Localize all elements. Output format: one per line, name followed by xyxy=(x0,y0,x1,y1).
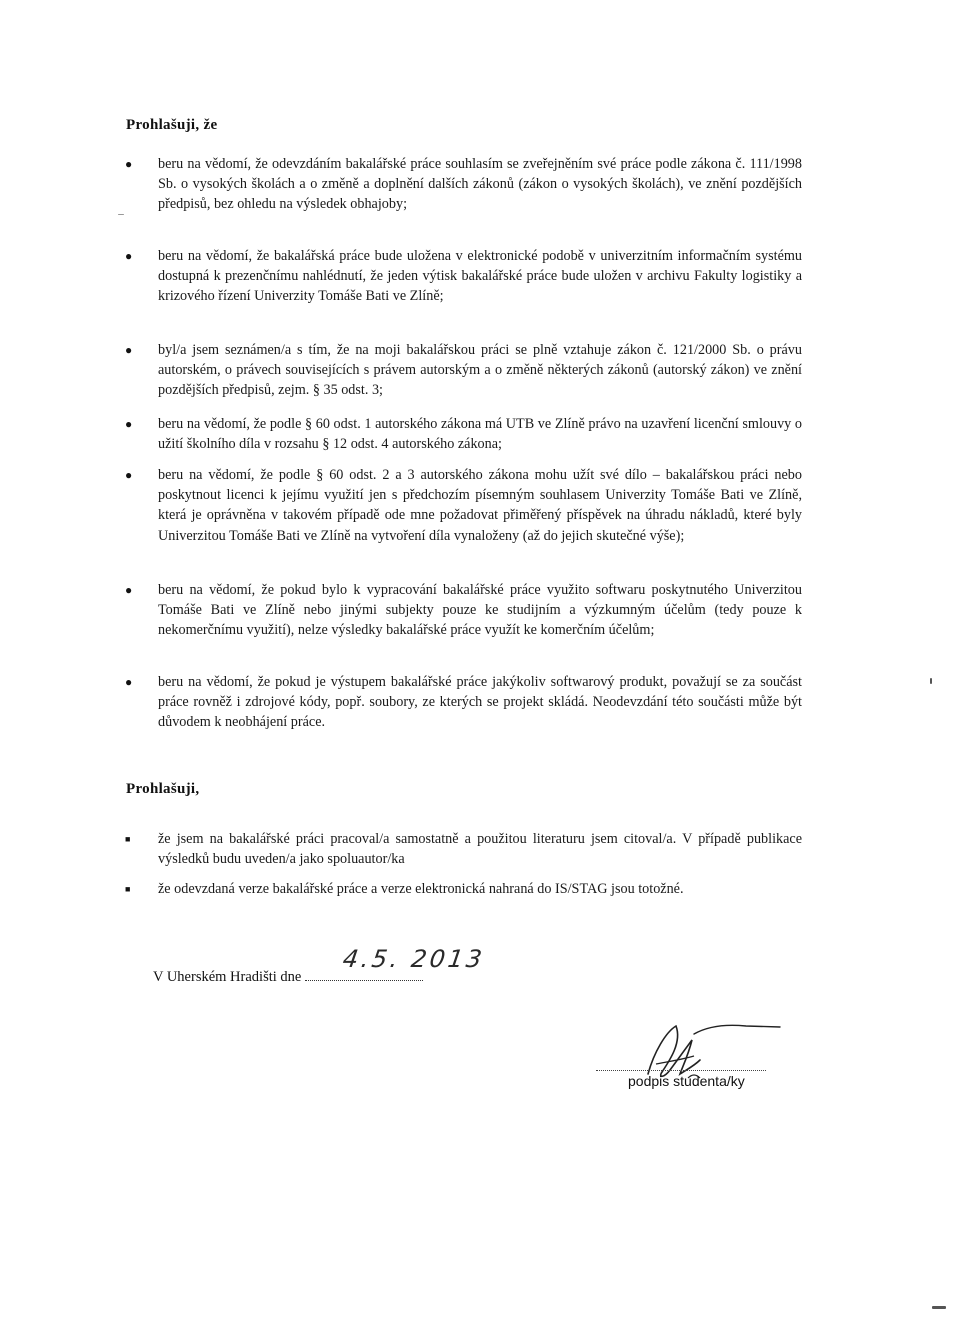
signature-image xyxy=(596,1012,796,1112)
bullet-square-icon: ■ xyxy=(125,834,131,844)
list-item: ● beru na vědomí, že pokud je výstupem bakalářské práce jakýkoliv softwarový produkt, považují se za součást práce rovněž i zdrojové kódy, popř. soubory, ze kterých se projekt skládá. Neodevzdání této součásti může být důvodem k neobhájení práce. xyxy=(125,674,802,731)
scan-speck xyxy=(930,678,932,684)
place-text: V Uherském Hradišti dne xyxy=(153,969,302,985)
bullet-dot-icon: ● xyxy=(125,468,133,482)
list-item: ● beru na vědomí, že podle § 60 odst. 1 autorského zákona má UTB ve Zlíně právo na uzavření licenční smlouvy o užití školního díla v rozsahu § 12 odst. 4 autorského zákona; xyxy=(125,416,802,453)
handwritten-date: 4.5. 2013 xyxy=(341,945,487,973)
declaration-heading-2: Prohlašuji, xyxy=(126,781,200,797)
list-item: ■ že odevzdaná verze bakalářské práce a verze elektronická nahraná do IS/STAG jsou totožné. xyxy=(125,881,684,897)
bullet-square-icon: ■ xyxy=(125,884,131,894)
list-item: ● beru na vědomí, že pokud bylo k vypracování bakalářské práce využito softwaru poskytnutého Univerzitou Tomáše Bati ve Zlíně nebo jinými subjekty pouze ke studijním a výzkumným účelům (tedy pouze k nekomerčnímu využití), nelze výsledky bakalářské práce využít ke komerčním účelům; xyxy=(125,582,802,639)
bullet-dot-icon: ● xyxy=(125,249,133,263)
declaration-heading: Prohlašuji, že xyxy=(126,117,218,133)
bullet-dot-icon: ● xyxy=(125,157,133,171)
bullet-dot-icon: ● xyxy=(125,343,133,357)
scan-speck xyxy=(118,214,124,215)
bullet-dot-icon: ● xyxy=(125,675,133,689)
signature-label: podpis studenta/ky xyxy=(628,1073,745,1089)
list-item: ● beru na vědomí, že podle § 60 odst. 2 a 3 autorského zákona mohu užít své dílo – bakalářskou práci nebo poskytnout licenci k jejímu využití jen s předchozím písemným souhlasem Univerzity Tomáše Bati ve Zlíně, která je oprávněna v takovém případě ode mne požadovat přiměřený příspěvek na úhradu nákladů, které byly Univerzitou Tomáše Bati ve Zlíně na vytvoření díla vynaloženy (až do jejich skutečné výše); xyxy=(125,467,802,544)
signature-dotted-line xyxy=(596,1070,766,1071)
list-item: ● beru na vědomí, že odevzdáním bakalářské práce souhlasím se zveřejněním své práce podle zákona č. 111/1998 Sb. o vysokých školách a o změně a doplnění dalších zákonů (zákon o vysokých školách), ve znění pozdějších předpisů, bez ohledu na výsledek obhajoby; xyxy=(125,156,802,213)
scan-speck xyxy=(932,1306,946,1309)
list-item: ● byl/a jsem seznámen/a s tím, že na moji bakalářskou práci se plně vztahuje zákon č. 121/2000 Sb. o právu autorském, o právech souvisejících s právem autorským a o změně některých zákonů (autorský zákon) ve znění pozdějších předpisů, zejm. § 35 odst. 3; xyxy=(125,342,802,399)
list-item: ■ že jsem na bakalářské práci pracoval/a samostatně a použitou literaturu jsem citoval/a. V případě publikace výsledků budu uveden/a jako spoluautor/ka xyxy=(125,831,802,868)
list-item: ● beru na vědomí, že bakalářská práce bude uložena v elektronické podobě v univerzitním informačním systému dostupná k prezenčnímu nahlédnutí, že jeden výtisk bakalářské práce bude uložen v archivu Fakulty logistiky a krizového řízení Univerzity Tomáše Bati ve Zlíně; xyxy=(125,248,802,305)
bullet-dot-icon: ● xyxy=(125,583,133,597)
bullet-dot-icon: ● xyxy=(125,417,133,431)
